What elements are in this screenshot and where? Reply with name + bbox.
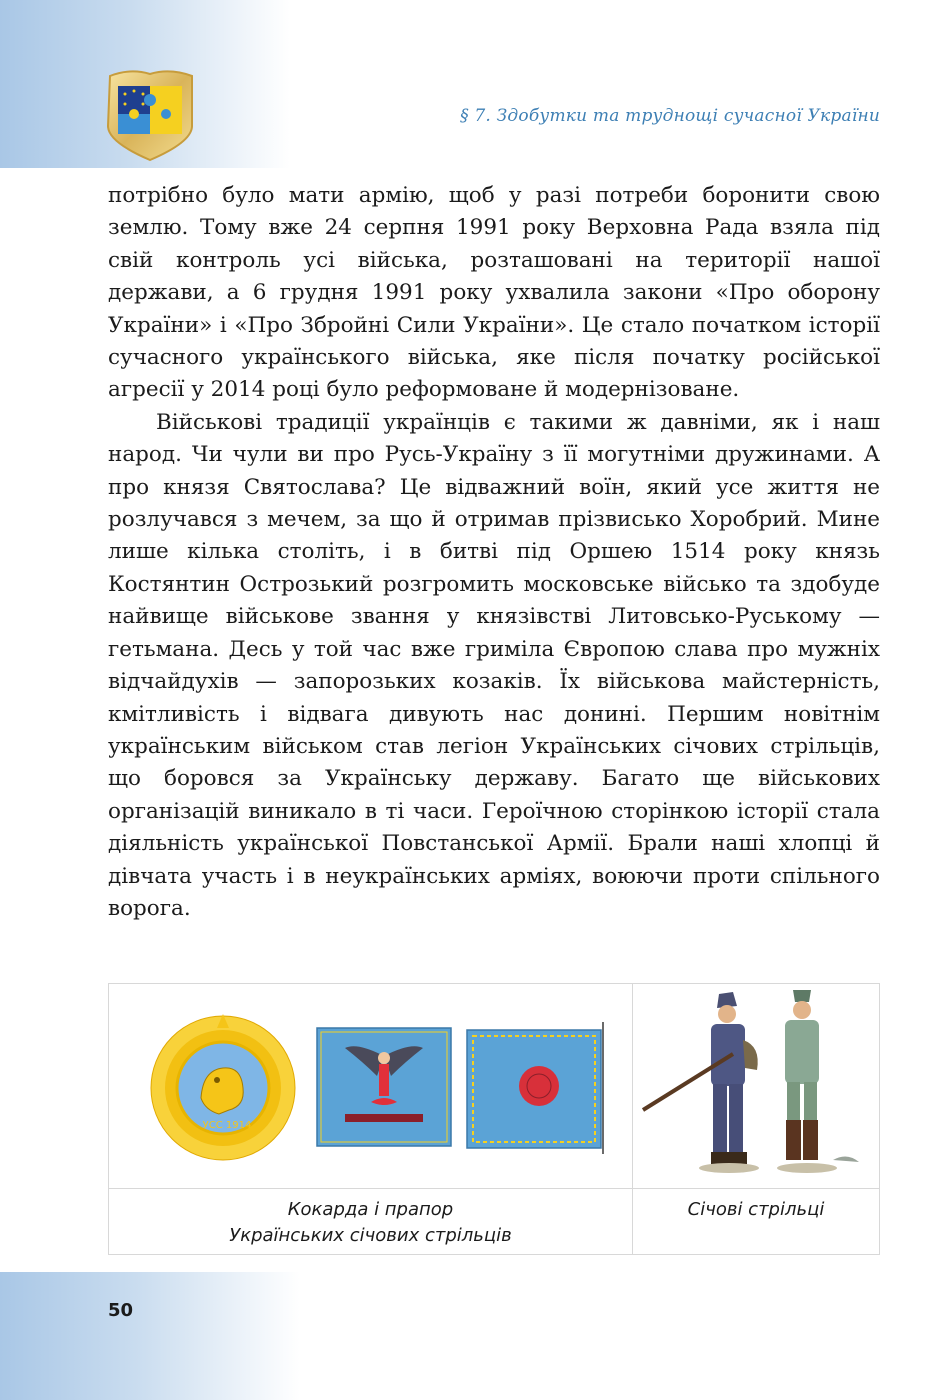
cockade-flags-illustration xyxy=(109,984,632,1188)
running-head: § 7. Здобутки та труднощі сучасної України xyxy=(460,106,880,126)
riflemen-illustration xyxy=(633,984,879,1188)
paragraph: потрібно було мати армію, щоб у разі потреби боронити свою землю. Тому вже 24 серпня 1991 року Верховна Рада взяла під свій контроль усі війська, розташовані на території нашої держави, а 6 грудня 1991 року ухвалила закони «Про оборону України» і «Про Збройні Сили України». Це стало початком історії сучасного українського війська, яке після початку російської агресії у 2014 році було реформоване й модернізоване. xyxy=(108,183,880,403)
figure-table xyxy=(108,983,880,1255)
caption-sich-riflemen xyxy=(633,1188,879,1254)
flag-red-disc-icon xyxy=(467,1022,603,1154)
caption-cockade-and-flag xyxy=(109,1188,633,1254)
caption-line: Січові стрільці xyxy=(687,1199,825,1220)
footer-gradient xyxy=(0,1272,300,1400)
sich-riflemen-image xyxy=(633,984,879,1188)
cockade-inscription: УСС 1914 xyxy=(202,1120,252,1131)
caption-line: Українських січових стрільців xyxy=(229,1225,512,1246)
page-number: 50 xyxy=(108,1300,134,1321)
cockade-icon xyxy=(151,1014,295,1160)
soldier-with-rifle-icon xyxy=(643,992,759,1173)
caption-line: Кокарда і прапор xyxy=(287,1199,454,1220)
cockade-and-flags-image xyxy=(109,984,633,1188)
paragraph: Військові традиції українців є такими ж давніми, як і наш народ. Чи чули ви про Русь-Україну з її могутніми дружинами. А про князя Святослава? Це відважний воїн, який усе життя не розлучався з мечем, за що й отримав прізвисько Хоробрий. Мине лише кілька століть, і в битві під Оршею 1514 року князь Костянтин Острозький розгромить московське військо та здобуде найвище військове звання у князівстві Литовсько-Руському — гетьмана. Десь у той час вже гриміла Європою слава про мужніх відчайдухів — запорозьких козаків. Їх військова майстерність, кмітливість і відвага дивують нас донині. Першим новітнім українським військом став легіон Українських січових стрільців, що боровся за Українську державу. Багато ще військових організацій виникало в ті часи. Героїчною сторінкою історії стала діяльність української Повстанської Армії. Брали наші хлопці й дівчата участь і в неукраїнських арміях, воюючи проти спільного ворога. xyxy=(108,409,880,921)
puzzle-shield-logo-icon xyxy=(100,66,200,162)
flag-archangel-icon xyxy=(317,1028,451,1146)
soldier-standing-icon xyxy=(777,990,859,1173)
body-text xyxy=(108,180,880,925)
